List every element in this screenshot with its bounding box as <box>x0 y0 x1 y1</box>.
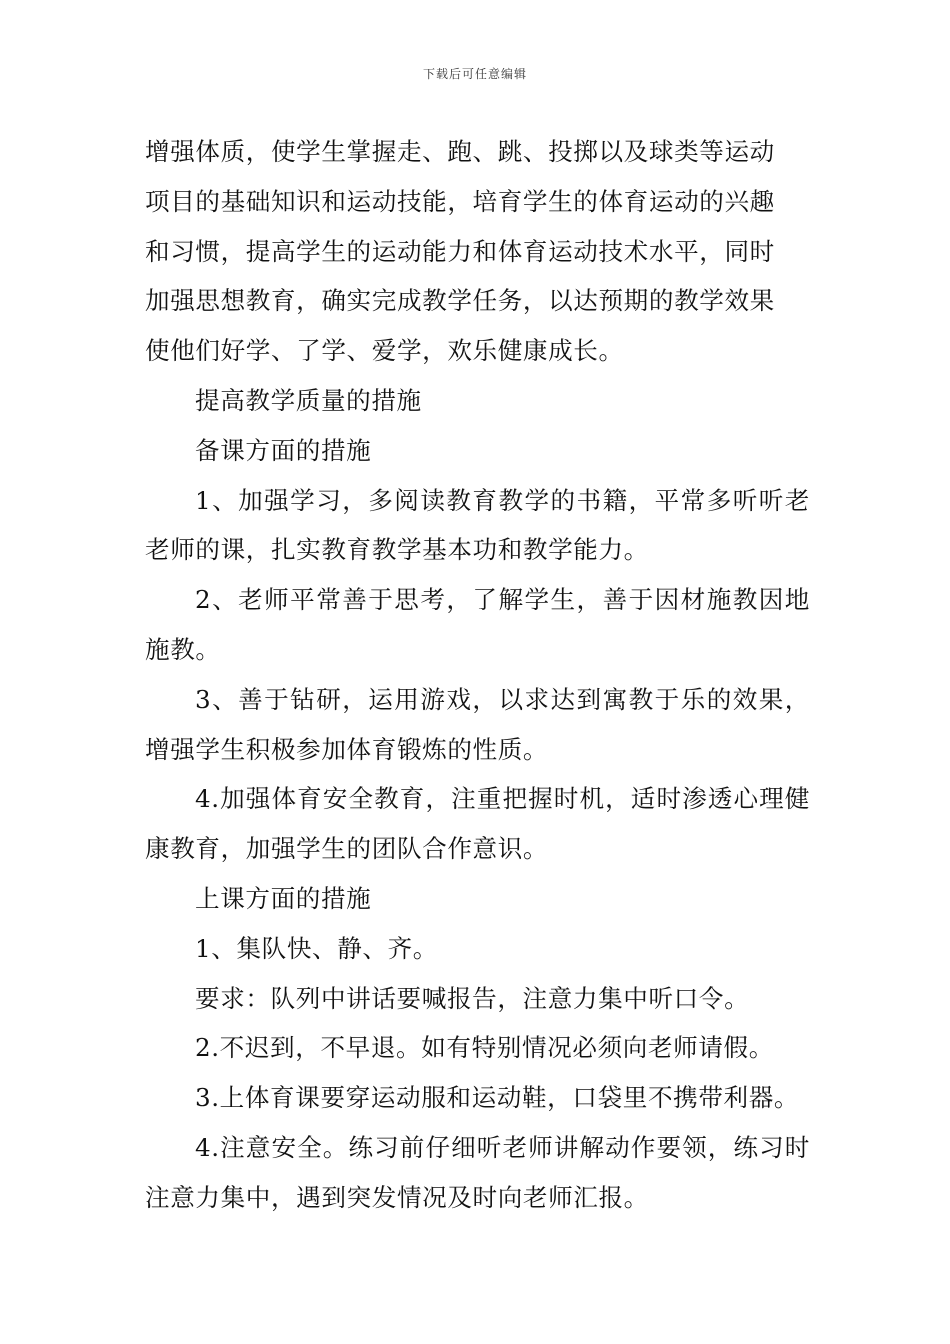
list-item-class-1 <box>145 924 810 974</box>
text-line: 2、老师平常善于思考，了解学生，善于因材施教因地 <box>195 585 810 615</box>
list-item-class-2 <box>145 1023 810 1073</box>
list-item-class-3 <box>145 1073 810 1123</box>
text-line: 增强学生积极参加体育锻炼的性质。 <box>145 734 549 764</box>
text-line: 4.加强体育安全教育，注重把握时机，适时渗透心理 <box>195 784 785 814</box>
text-line: 项目的基础知识和运动技能，培育学生的体育运动的兴趣 <box>145 186 775 216</box>
text-line: 时注意力集中，遇到突发情况及时向老师汇报。 <box>145 1132 810 1212</box>
requirement-text <box>145 974 810 1024</box>
text-line: 和习惯，提高学生的运动能力和体育运动技术水平，同时 <box>145 236 775 266</box>
list-item-prep-1 <box>145 476 810 576</box>
section-heading-quality-measures <box>145 376 810 426</box>
text-line: 上课方面的措施 <box>195 883 372 913</box>
text-line: 4.注意安全。练习前仔细听老师讲解动作要领，练习 <box>195 1132 785 1162</box>
text-line: 提高教学质量的措施 <box>195 385 422 415</box>
text-line: 使他们好学、了学、爱学，欢乐健康成长。 <box>145 336 624 366</box>
list-item-prep-4 <box>145 774 810 874</box>
list-item-prep-3 <box>145 675 810 775</box>
list-item-prep-2 <box>145 575 810 675</box>
text-line: 3、善于钻研，运用游戏，以求达到寓教于乐的效果， <box>195 684 810 714</box>
paragraph-goals <box>145 127 810 376</box>
document-body <box>145 127 810 1223</box>
text-line: 3.上体育课要穿运动服和运动鞋，口袋里不携带利器。 <box>195 1083 800 1113</box>
text-line: 加强思想教育，确实完成教学任务，以达预期的教学效果 <box>145 286 775 316</box>
text-line: 健康教育，加强学生的团队合作意识。 <box>145 784 810 864</box>
text-line: 备课方面的措施 <box>195 435 372 465</box>
text-line: 1、加强学习，多阅读教育教学的书籍，平常多听听老 <box>195 485 810 515</box>
list-item-class-4 <box>145 1123 810 1223</box>
text-line: 1、集队快、静、齐。 <box>195 933 438 963</box>
text-line: 老师的课，扎实教育教学基本功和教学能力。 <box>145 535 649 565</box>
text-line: 要求：队列中讲话要喊报告，注意力集中听口令。 <box>195 983 750 1013</box>
subheading-lesson-prep <box>145 426 810 476</box>
page-header: 下载后可任意编辑 <box>422 67 527 81</box>
subheading-class-measures <box>145 874 810 924</box>
text-line: 2.不迟到，不早退。如有特别情况必须向老师请假。 <box>195 1033 774 1063</box>
text-line: 增强体质，使学生掌握走、跑、跳、投掷以及球类等运动 <box>145 137 775 166</box>
text-line: 施教。 <box>145 634 221 664</box>
